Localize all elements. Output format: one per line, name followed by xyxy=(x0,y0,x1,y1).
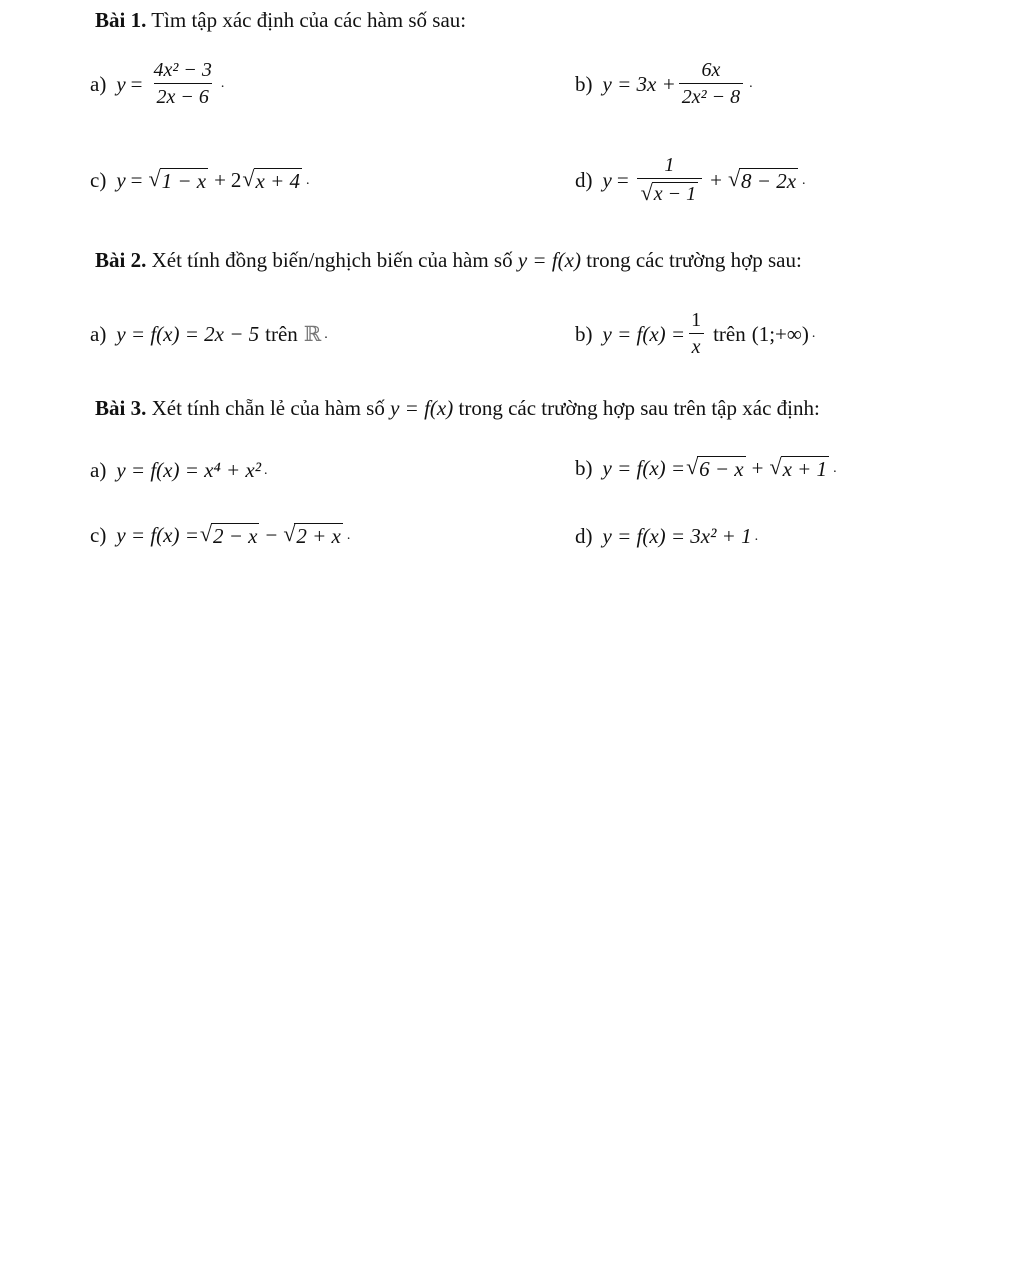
exercise-1a: a) y = $\frac{\text{4x² − 3}}{2x - 6}$ . xyxy=(90,59,225,108)
set-symbol: ℝ xyxy=(303,322,322,346)
item-label: a) xyxy=(90,71,107,96)
expression: y = f(x) = xyxy=(602,456,686,481)
exercise-2-heading xyxy=(95,248,802,273)
exercise-2-text: Xét tính đồng biến/nghịch biến của hàm số xyxy=(146,248,518,272)
item-label: c) xyxy=(90,523,107,548)
radicand: 8 − 2x xyxy=(741,168,797,193)
exercise-1-text: Tìm tập xác định của các hàm số sau: xyxy=(146,8,467,32)
exercise-1c: c) y = √ 1 − x + 2 √ x + 4 . xyxy=(90,166,310,193)
item-label: b) xyxy=(575,456,593,481)
square-root: √ 8 − 2x xyxy=(727,165,797,193)
expression-lead: y = 3x + xyxy=(602,71,676,96)
numerator: 6x xyxy=(701,59,721,81)
exercise-3-title: Bài 3. xyxy=(95,396,147,420)
exercise-3c: c) y = f(x) = √ 2 − x − √ 2 + x . xyxy=(90,521,351,548)
exercise-3d: d) y = f(x) = 3x² + 1 . xyxy=(575,524,759,548)
numerator: 4x² − 3 xyxy=(153,59,212,81)
radicand: x − 1 xyxy=(653,183,697,205)
denominator: 2x − 6 xyxy=(154,83,212,108)
numerator: 1 xyxy=(691,309,702,331)
radicand: 1 − x xyxy=(161,169,207,193)
exercise-3-heading xyxy=(95,396,820,421)
square-root: √ x + 4 xyxy=(242,166,300,193)
fraction xyxy=(151,60,215,108)
radicand: x + 1 xyxy=(782,457,828,481)
exercise-2b: b) y = f(x) = $\frac{1}{x}$ trên (1;+∞) . xyxy=(575,309,816,358)
on-text: trên xyxy=(265,322,298,346)
numerator: 1 xyxy=(664,154,675,176)
denominator: x xyxy=(689,333,704,358)
exercise-2a: a) y = f(x) = 2x − 5 trên ℝ . xyxy=(90,322,328,346)
fraction xyxy=(679,60,743,108)
item-label: a) xyxy=(90,322,107,346)
exercise-2-title: Bài 2. xyxy=(95,248,147,272)
radicand: x + 4 xyxy=(255,169,300,193)
radicand: 2 + x xyxy=(296,524,341,548)
denominator: 2x² − 8 xyxy=(679,83,743,108)
expression: y = f(x) = 3x² + 1 xyxy=(602,524,752,548)
interval: (1;+∞) xyxy=(751,321,809,346)
item-label: b) xyxy=(575,321,593,346)
exercise-3a: a) y = f(x) = x⁴ + x² . xyxy=(90,458,268,482)
square-root: √ 1 − x xyxy=(148,166,207,193)
expression: y = f(x) = 2x − 5 xyxy=(116,322,260,346)
square-root: √ 6 − x xyxy=(686,454,744,481)
square-root: √ x + 1 xyxy=(769,454,828,481)
expression: y = f(x) = xyxy=(602,321,686,346)
exercise-3-text-after: trong các trường hợp sau trên tập xác định: xyxy=(453,396,820,420)
exercise-1-title: Bài 1. xyxy=(95,8,147,32)
fraction xyxy=(688,310,704,358)
exercise-3-function: y = f(x) xyxy=(390,396,454,420)
square-root: √ x − 1 xyxy=(640,180,697,205)
on-text: trên xyxy=(713,321,746,346)
exercise-2-function: y = f(x) xyxy=(517,248,581,272)
exercise-3b: b) y = f(x) = √ 6 − x + √ x + 1 . xyxy=(575,454,837,481)
exercise-1-heading xyxy=(95,8,466,33)
item-label: d) xyxy=(575,168,593,192)
radicand: 2 − x xyxy=(212,524,258,548)
item-label: d) xyxy=(575,524,593,548)
exercise-1d: d) y = 1 √ x − 1 + √ 8 − 2x . xyxy=(575,154,806,205)
exercise-2-text-after: trong các trường hợp sau: xyxy=(581,248,802,272)
fraction xyxy=(637,155,702,206)
item-label: a) xyxy=(90,458,107,482)
radicand: 6 − x xyxy=(699,457,744,481)
expression: y = f(x) = xyxy=(116,523,199,548)
square-root: √ 2 + x xyxy=(283,521,341,548)
square-root: √ 2 − x xyxy=(199,521,258,548)
item-label: c) xyxy=(90,168,107,193)
exercise-3-text: Xét tính chẵn lẻ của hàm số xyxy=(146,396,391,420)
item-label: b) xyxy=(575,71,593,96)
expression: y = f(x) = x⁴ + x² xyxy=(116,458,262,482)
exercise-1b: b) y = 3x + $\frac{6x}{\text{2x² − 8}}$ . xyxy=(575,59,753,108)
